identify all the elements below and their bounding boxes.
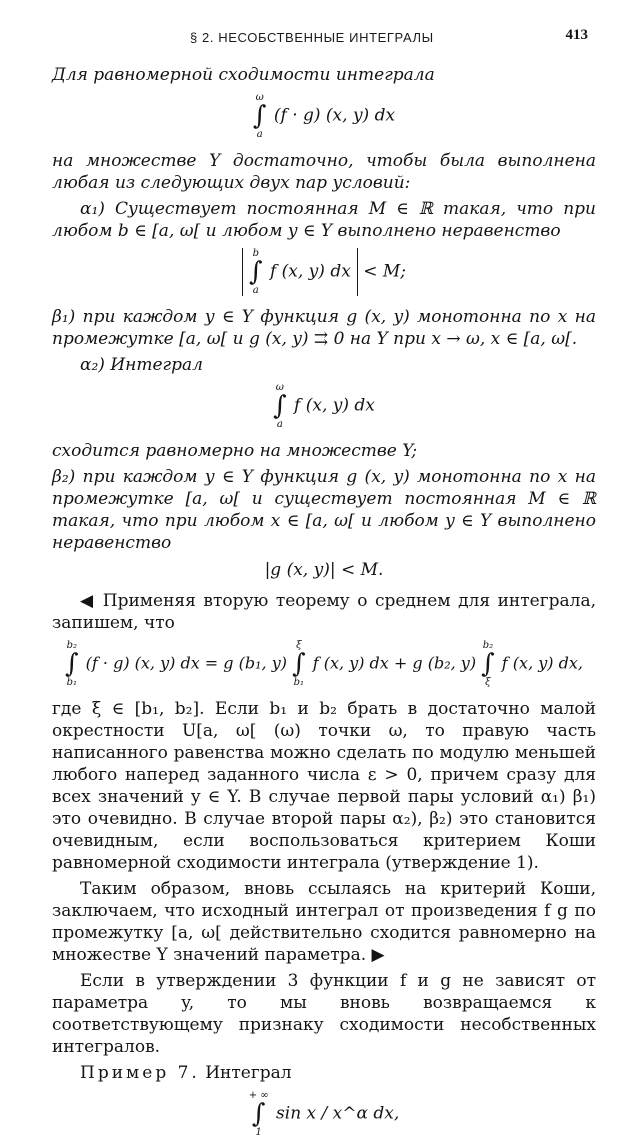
proof-start: ◀ Применяя вторую теорему о среднем для интеграла, запишем, что <box>52 591 596 633</box>
condition-alpha1: α₁) Существует постоянная M ∈ ℝ такая, что при любом b ∈ [a, ω[ и любом y ∈ Y выполнено неравенство <box>52 199 596 241</box>
formula-mean-value <box>52 640 596 688</box>
formula-part: f (x, y) dx, <box>501 653 583 673</box>
integral-sign: ω ∫ a <box>252 92 267 140</box>
example-label: Пример 7. <box>80 1063 200 1083</box>
paragraph: Для равномерной сходимости интеграла <box>52 65 435 85</box>
formula-abs-integral <box>52 248 596 296</box>
formula-body: (f · g) (x, y) dx <box>273 105 396 126</box>
formula-part: (f · g) (x, y) dx = g (b₁, y) <box>85 653 287 673</box>
page-body <box>52 64 596 1148</box>
running-header <box>0 25 628 49</box>
section-title: § 2. НЕСОБСТВЕННЫЕ ИНТЕГРАЛЫ <box>190 30 434 45</box>
formula-body: sin x / x^α dx, <box>276 1103 400 1124</box>
formula-body: f (x, y) dx <box>294 395 375 416</box>
condition-beta1: β₁) при каждом y ∈ Y функция g (x, y) монотонна по x на промежутке [a, ω[ и g (x, y) ⇉ 0 на Y при x → ω, x ∈ [a, ω[. <box>52 307 596 349</box>
formula-tail: < M; <box>363 261 406 282</box>
example-text: Интеграл <box>199 1063 292 1083</box>
integral-sign: b₂ ∫ ξ <box>481 640 495 688</box>
integral-sign: b ∫ a <box>249 248 263 296</box>
integral-sign: + ∞ ∫ 1 <box>248 1090 269 1138</box>
integral-sign: ξ ∫ b₁ <box>292 640 306 688</box>
condition-alpha2: α₂) Интеграл <box>80 355 203 375</box>
page-number: 413 <box>565 27 588 43</box>
paragraph: Таким образом, вновь ссылаясь на критерий Коши, заключаем, что исходный интеграл от произведения f g по промежутку [a, ω[ действительно сходится равномерно на множестве Y значений параметра. ▶ <box>52 879 596 965</box>
formula-example7 <box>52 1090 596 1138</box>
formula-body: f (x, y) dx <box>269 261 351 282</box>
example-heading <box>52 1062 596 1084</box>
paragraph: сходится равномерно на множестве Y; <box>52 441 418 461</box>
formula-integral-fg <box>52 92 596 140</box>
paragraph: на множестве Y достаточно, чтобы была выполнена любая из следующих двух пар условий: <box>52 151 596 193</box>
paragraph: Если в утверждении 3 функции f и g не зависят от параметра y, то мы вновь возвращаемся к соответствующему признаку сходимости несобственных интегралов. <box>52 971 596 1057</box>
integral-sign: b₂ ∫ b₁ <box>65 640 79 688</box>
formula-part: f (x, y) dx + g (b₂, y) <box>312 653 477 673</box>
paragraph: где ξ ∈ [b₁, b₂]. Если b₁ и b₂ брать в достаточно малой окрестности U[a, ω[ (ω) точки ω, то правую часть написанного равенства можно сделать по модулю меньшей любого наперед заданного числа ε > 0, причем сразу для всех значений y ∈ Y. В случае первой пары условий α₁) β₁) это очевидно. В случае второй пары α₂), β₂) это становится очевидным, если воспользоваться критерием Коши равномерной сходимости интеграла (утверждение 1). <box>52 699 596 873</box>
formula-integral-f <box>52 382 596 430</box>
absolute-value <box>242 248 358 296</box>
condition-beta2: β₂) при каждом y ∈ Y функция g (x, y) монотонна по x на промежутке [a, ω[ и существует постоянная M ∈ ℝ такая, что при любом x ∈ [a, ω[ и любом y ∈ Y выполнено неравенство <box>52 467 596 553</box>
integral-sign: ω ∫ a <box>273 382 287 430</box>
formula-inequality: |g (x, y)| < M. <box>264 560 384 580</box>
